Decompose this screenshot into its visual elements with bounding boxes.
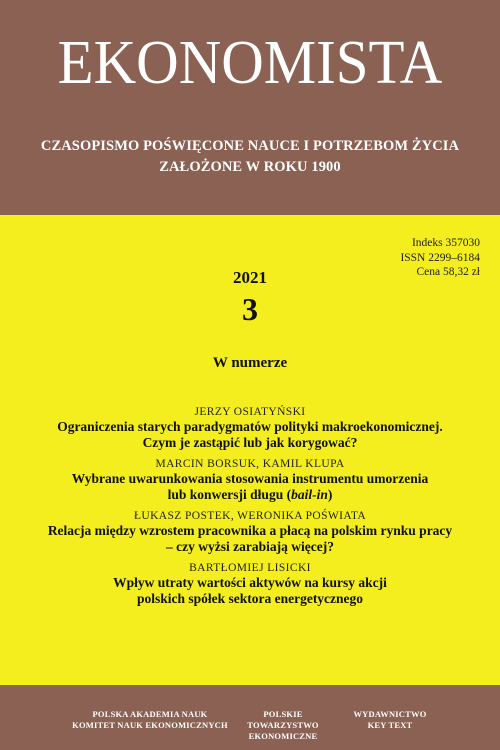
issn-number: ISSN 2299–6184 bbox=[400, 251, 480, 264]
index-number: Indeks 357030 bbox=[411, 237, 480, 249]
article-title-suffix: ) bbox=[327, 487, 333, 502]
article-title-line1: Wpływ utraty wartości aktywów na kursy akcji bbox=[113, 575, 387, 590]
article-title-line2 bbox=[0, 487, 500, 503]
article-item bbox=[0, 561, 500, 607]
article-title-line1: Relacja między wzrostem pracownika a płacą na polskim rynku pracy bbox=[47, 523, 453, 538]
contents-heading: W numerze bbox=[212, 355, 288, 371]
footer-text: KOMITET NAUK EKONOMICZNYCH bbox=[72, 720, 228, 730]
cover-header bbox=[0, 0, 500, 215]
article-author: BARTŁOMIEJ LISICKI bbox=[189, 562, 311, 574]
article-item bbox=[0, 509, 500, 555]
cover-footer bbox=[0, 685, 500, 750]
issue-number: 3 bbox=[242, 291, 258, 327]
footer-text: POLSKIE TOWARZYSTWO bbox=[247, 709, 319, 730]
article-list bbox=[0, 405, 500, 613]
article-title-line1: Ograniczenia starych paradygmatów polityki makroekonomicznej. bbox=[57, 419, 443, 434]
footer-text: POLSKA AKADEMIA NAUK bbox=[92, 709, 208, 719]
article-title-italic: bail-in bbox=[291, 487, 328, 502]
footer-text: KEY TEXT bbox=[367, 720, 413, 730]
footer-text: EKONOMICZNE bbox=[248, 731, 318, 741]
article-item bbox=[0, 457, 500, 503]
article-author: MARCIN BORSUK, KAMIL KLUPA bbox=[155, 458, 345, 470]
article-title-line2: – czy wyżsi zarabiają więcej? bbox=[166, 539, 334, 554]
article-title-prefix: lub konwersji długu ( bbox=[167, 487, 292, 502]
footer-text: WYDAWNICTWO bbox=[353, 709, 427, 719]
footer-publisher-pte bbox=[228, 709, 338, 742]
footer-publisher-keytext bbox=[340, 709, 440, 731]
article-title-line1: Wybrane uwarunkowania stosowania instrumentu umorzenia bbox=[71, 471, 429, 486]
journal-subtitle-line2: ZAŁOŻONE W ROKU 1900 bbox=[159, 159, 341, 175]
article-author: JERZY OSIATYŃSKI bbox=[194, 406, 306, 418]
article-author: ŁUKASZ POSTEK, WERONIKA POŚWIATA bbox=[133, 510, 367, 522]
article-title-line2: polskich spółek sektora energetycznego bbox=[136, 591, 364, 606]
article-item bbox=[0, 405, 500, 451]
price-label: Cena 58,32 zł bbox=[416, 266, 480, 278]
journal-subtitle-line1: CZASOPISMO POŚWIĘCONE NAUCE I POTRZEBOM ŻYCIA bbox=[40, 138, 460, 154]
journal-masthead: EKONOMISTA bbox=[57, 29, 443, 97]
article-title-line2: Czym je zastąpić lub jak korygować? bbox=[142, 435, 358, 450]
issue-year: 2021 bbox=[233, 268, 267, 287]
footer-publisher-pan bbox=[70, 709, 230, 731]
